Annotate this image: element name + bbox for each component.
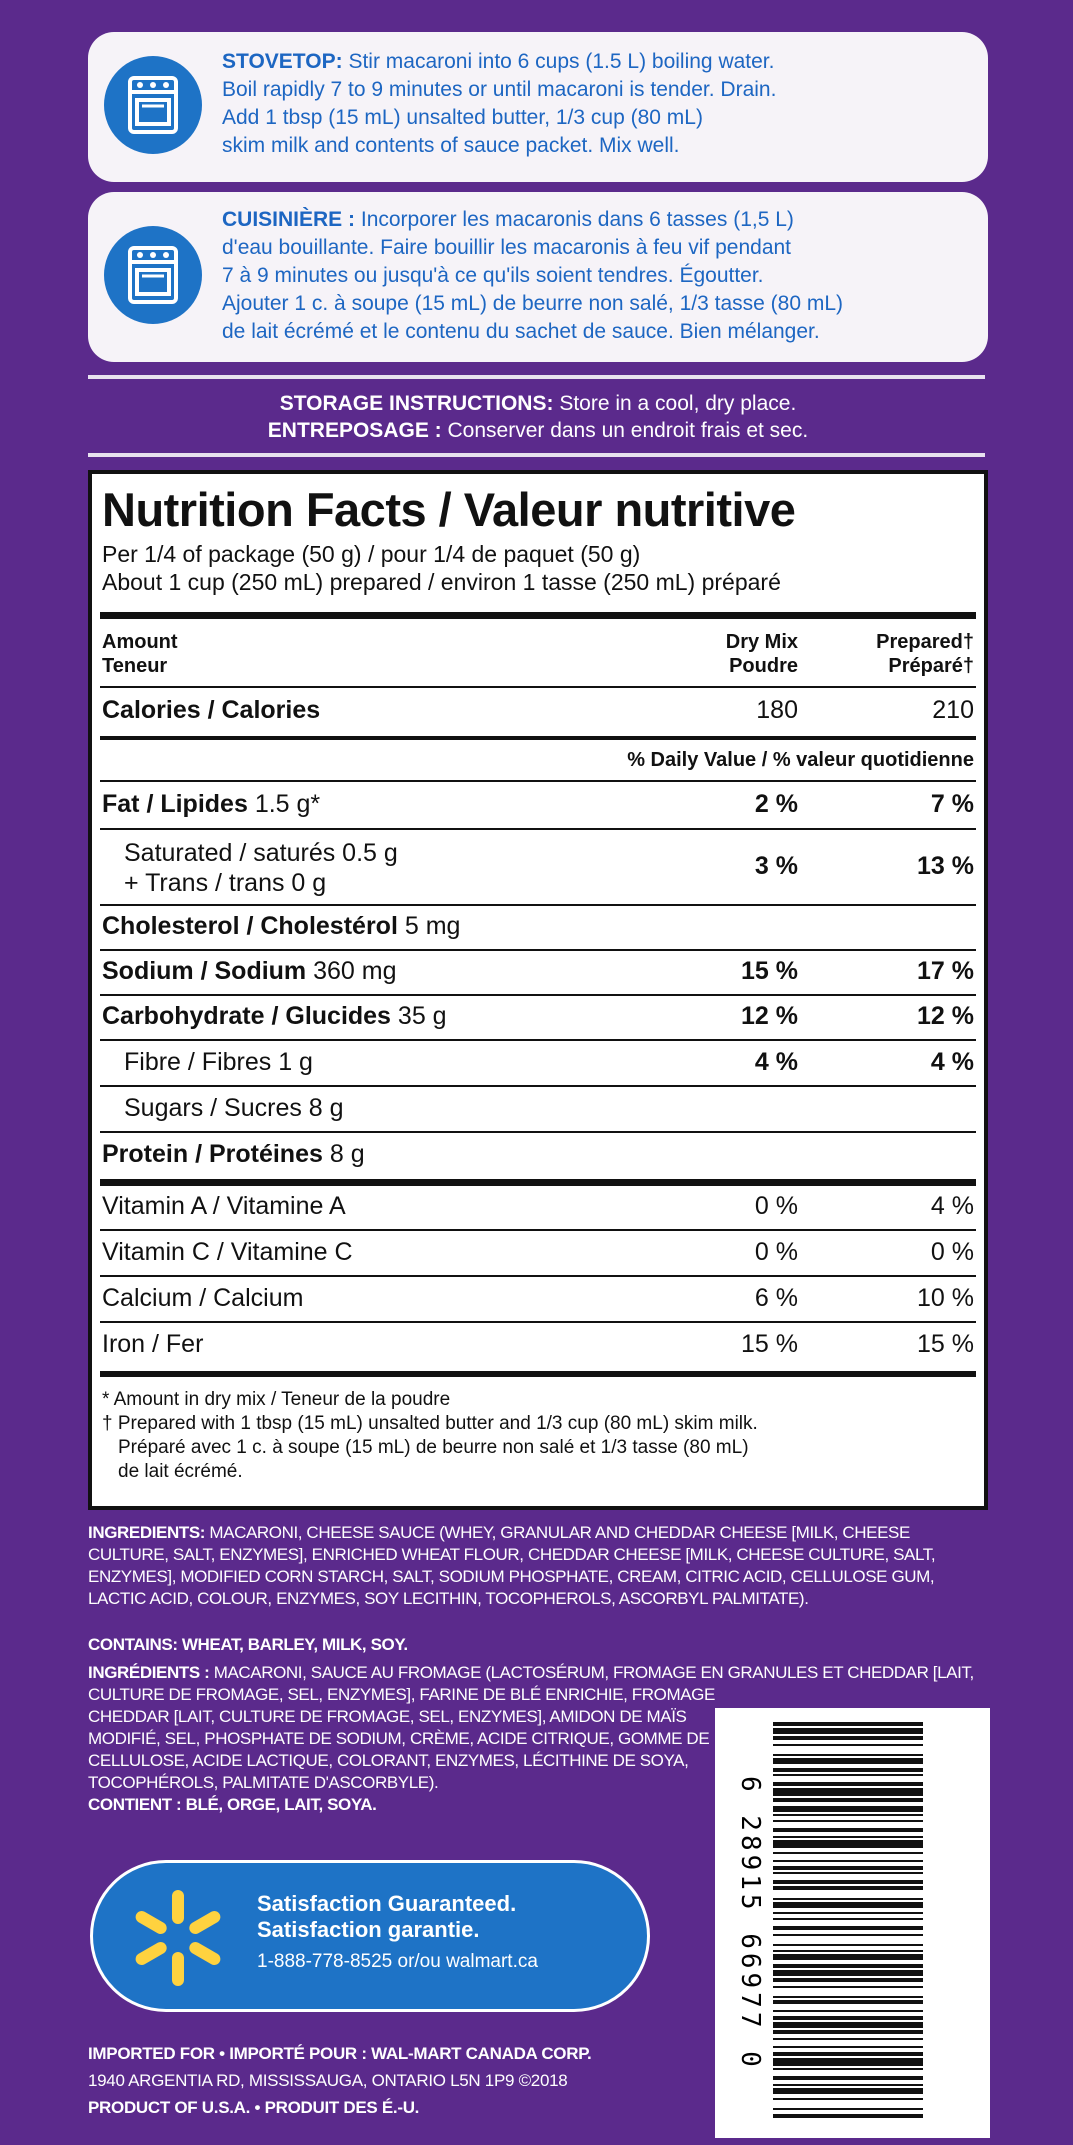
rule [100, 1039, 976, 1041]
barcode-bar [773, 1954, 923, 1960]
barcode-bar [773, 1918, 923, 1920]
barcode-bar [773, 1768, 923, 1772]
calories-dry: 180 [756, 696, 798, 724]
barcode-bar [773, 1978, 923, 1982]
barcode-bar [773, 2010, 923, 2012]
header-amount: Amount Teneur [102, 631, 178, 677]
barcode-bar [773, 1788, 923, 1796]
barcode-bar [773, 1860, 923, 1862]
barcode-bar [773, 1996, 923, 1998]
daily-value-header: % Daily Value / % valeur quotidienne [627, 749, 974, 771]
rule [100, 1229, 976, 1231]
barcode-bar [773, 1898, 923, 1900]
stovetop-fr-text: CUISINIÈRE : Incorporer les macaronis dans 6 tasses (1,5 L) d'eau bouillante. Faire bouillir les macaronis à feu vif pendant 7 à 9 minutes ou jusqu'à ce qu'ils soient tendres. Égoutter. Ajouter 1 c. à soupe (15 mL) de beurre non salé, 1/3 tasse (80 mL) de lait écrémé et le contenu du sachet de sauce. Bien mélanger. [222, 208, 844, 343]
barcode-bar [773, 1828, 923, 1832]
stovetop-en-card [88, 32, 988, 182]
stove-icon [104, 226, 202, 324]
satisfaction-text: Satisfaction Guaranteed. Satisfaction garantie. [257, 1891, 517, 1942]
barcode-bar [773, 1866, 923, 1870]
rule [100, 1275, 976, 1277]
calories-row [100, 696, 976, 730]
nutrition-facts-table: Nutrition Facts / Valeur nutritive Per 1/4 of package (50 g) / pour 1/4 de paquet (50 g) About 1 cup (250 mL) prepared / environ 1 tasse (250 mL) préparé Amount Teneur Dry Mix Poudre Prepared† Préparé† Calories / Calories 180 210 % Daily Value / % valeur quotidienne Fat / Lipides 1.5 g* 2 % 7 % Saturated / saturés 0.5 g + Trans / trans 0 g 3 % 13 % Cholesterol / Cholestérol 5 mg Sodium / Sodium 360 mg 15 % 17 % Carbohydrate / Glucides 35 g 12 % 12 % Fibre / Fibres 1 g 4 % 4 % Sugars / Sucres 8 g Protein / Protéines 8 g Vitamin A / Vitamine A 0 % 4 % Vitamin C / Vitamine C 0 % 0 % Calcium / Calcium 6 % 10 % Iron / Fer 15 % 15 % * Amount in dry mix / Teneur de la poudre † Prepared with 1 tbsp (15 mL) unsalted butter and 1/3 cup (80 mL) skim milk. Préparé avec 1 c. à soupe (15 mL) de beurre non salé et 1/3 tasse (80 mL) de lait écrémé. [88, 470, 988, 1510]
satisfaction-badge [90, 1860, 650, 2012]
nutrition-title: Nutrition Facts / Valeur nutritive [102, 483, 796, 536]
contains-en: CONTAINS: WHEAT, BARLEY, MILK, SOY. [88, 1635, 408, 1654]
barcode-bar [773, 1970, 923, 1976]
barcode-bar [773, 1820, 923, 1822]
header-prepared: Prepared† Préparé† [876, 631, 974, 677]
barcode-bar [773, 1852, 923, 1854]
rule [100, 828, 976, 830]
barcode-bar [773, 2114, 923, 2118]
barcode-bar [773, 1944, 923, 1946]
barcode-bar [773, 1880, 923, 1884]
rule [100, 904, 976, 906]
barcode-bar [773, 2016, 923, 2020]
serving-size-prepared: About 1 cup (250 mL) prepared / environ 1 tasse (250 mL) préparé [102, 569, 781, 595]
rule [100, 1085, 976, 1087]
barcode-bar [773, 1782, 923, 1786]
rule [100, 1131, 976, 1133]
barcode-bar [773, 1836, 923, 1838]
calories-prepared: 210 [932, 696, 974, 724]
barcode-bar [773, 2030, 923, 2034]
thick-rule [100, 1371, 976, 1377]
barcode-bar [773, 2022, 923, 2028]
divider [88, 375, 985, 379]
stovetop-fr-card [88, 192, 988, 362]
barcode-bar [773, 1736, 923, 1740]
barcode-bar [773, 1840, 923, 1848]
barcode-bar [773, 2058, 923, 2066]
ingredients-en: INGREDIENTS: MACARONI, CHEESE SAUCE (WHEY, GRANULAR AND CHEDDAR CHEESE [MILK, CHEESE CULTURE, SALT, ENZYMES], ENRICHED WHEAT FLOUR, CHEDDAR CHEESE [MILK, CHEESE CULTURE, SALT, ENZYMES], MODIFIED CORN STARCH, SALT, SODIUM PHOSPHATE, CREAM, CITRIC ACID, CELLULOSE GUM, LACTIC ACID, COLOUR, ENZYMES, SOY LECITHIN, TOCOPHEROLS, ASCORBYL PALMITATE). [88, 1523, 936, 1608]
barcode-bar [773, 1934, 923, 1936]
thick-rule [100, 1179, 976, 1186]
barcode-bar [773, 1964, 923, 1968]
walmart-spark-icon [123, 1883, 233, 1993]
barcode-bar [773, 2084, 923, 2086]
barcode-bar [773, 1902, 923, 1908]
barcode-bar [773, 2108, 923, 2110]
footnotes: * Amount in dry mix / Teneur de la poudre † Prepared with 1 tbsp (15 mL) unsalted butter and 1/3 cup (80 mL) skim milk. Préparé avec 1 c. à soupe (15 mL) de beurre non salé et 1/3 tasse (80 mL) de lait écrémé. [102, 1389, 758, 1482]
barcode-bar [773, 1886, 923, 1890]
barcode-bar [773, 1744, 923, 1746]
barcode-bar [773, 2052, 923, 2056]
ingredients-fr: INGRÉDIENTS : MACARONI, SAUCE AU FROMAGE (LACTOSÉRUM, FROMAGE EN GRANULES ET CHEDDAR [LAIT, CULTURE DE FROMAGE, SEL, ENZYMES], FARINE DE BLÉ ENRICHIE, FROMAGE CHEDDAR [LAIT, CULTURE DE FROMAGE, SEL, ENZYMES], AMIDON DE MAÏS MODIFIÉ, SEL, PHOSPHATE DE SODIUM, CRÈME, ACIDE CITRIQUE, GOMME DE CELLULOSE, ACIDE LACTIQUE, COLORANT, ENZYMES, LÉCITHINE DE SOYA, TOCOPHÉROLS, PALMITATE D'ASCORBYLE). CONTIENT : BLÉ, ORGE, LAIT, SOYA. [88, 1663, 974, 1814]
barcode-bar [773, 1986, 923, 1988]
barcode-bar [773, 1872, 923, 1874]
barcode-bar [773, 1926, 923, 1930]
barcode-bar [773, 1814, 923, 1816]
rule [100, 736, 976, 740]
storage-instructions: STORAGE INSTRUCTIONS: Store in a cool, dry place. ENTREPOSAGE : Conserver dans un endroit frais et sec. [267, 392, 809, 442]
barcode-bar [773, 2046, 923, 2048]
barcode-bar [773, 1774, 923, 1776]
stovetop-en-text: STOVETOP: Stir macaroni into 6 cups (1.5 L) boiling water. Boil rapidly 7 to 9 minutes or until macaroni is tender. Drain. Add 1 tbsp (15 mL) unsalted butter, 1/3 cup (80 mL) skim milk and contents of sauce packet. Mix well. [222, 50, 777, 157]
barcode-digits: 6 28915 66977 0 [735, 1775, 765, 2071]
barcode-bar [773, 1758, 923, 1764]
barcode-bar [773, 1798, 923, 1802]
rule [100, 686, 976, 688]
rule [100, 780, 976, 782]
divider [88, 453, 985, 457]
barcode-bar [773, 2076, 923, 2080]
barcode-bar [773, 2000, 923, 2004]
barcode [715, 1708, 990, 2138]
stove-icon [104, 56, 202, 154]
barcode-bar [773, 1912, 923, 1914]
barcode-bar [773, 2068, 923, 2070]
rule [100, 994, 976, 996]
calories-label: Calories / Calories [102, 696, 321, 724]
header-dry-mix: Dry Mix Poudre [725, 631, 798, 677]
barcode-bar [773, 1754, 923, 1756]
barcode-bar [773, 2098, 923, 2100]
rule [100, 1321, 976, 1323]
barcode-bar [773, 2038, 923, 2040]
barcode-bar [773, 1722, 923, 1726]
rule [100, 949, 976, 951]
thick-rule [100, 612, 976, 619]
satisfaction-contact: 1-888-778-8525 or/ou walmart.ca [257, 1951, 538, 1972]
barcode-bar [773, 1950, 923, 1952]
barcode-bar [773, 1806, 923, 1812]
serving-size: Per 1/4 of package (50 g) / pour 1/4 de paquet (50 g) [102, 541, 641, 567]
barcode-bar [773, 2088, 923, 2094]
importer-info: IMPORTED FOR • IMPORTÉ POUR : WAL-MART CANADA CORP. 1940 ARGENTIA RD, MISSISSAUGA, ONTARIO L5N 1P9 ©2018 PRODUCT OF U.S.A. • PRODUIT DES É.-U. [88, 2044, 592, 2117]
barcode-bar [773, 1728, 923, 1734]
